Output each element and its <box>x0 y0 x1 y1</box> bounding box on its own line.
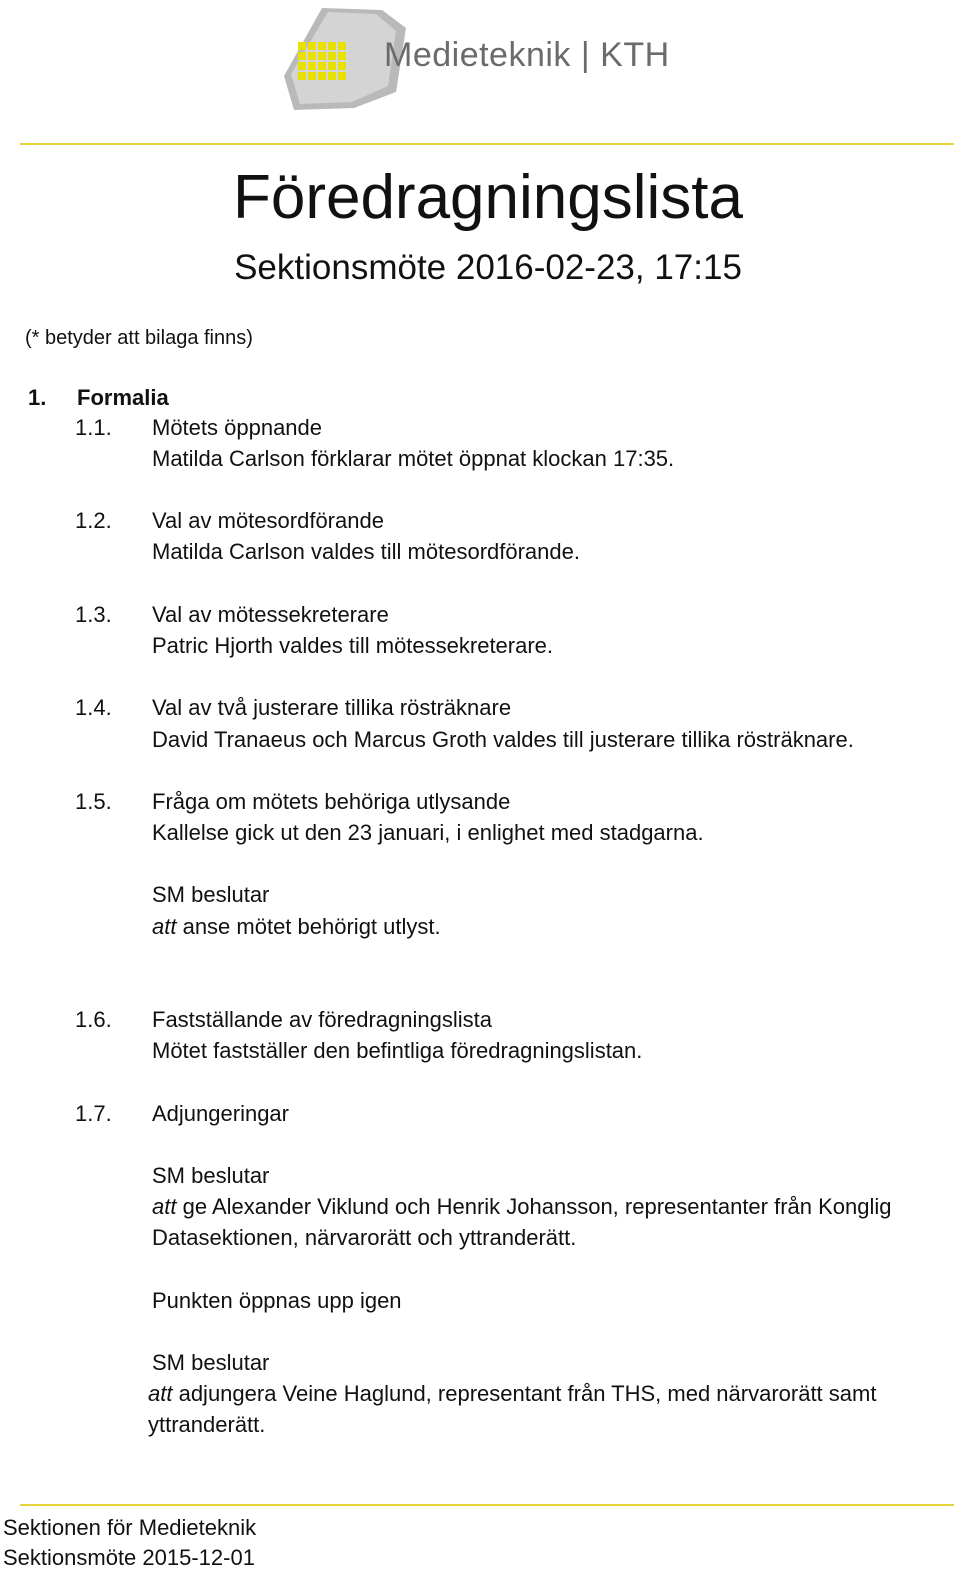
item-number: 1.4. <box>75 695 112 720</box>
decision-label: SM beslutar <box>152 1350 270 1375</box>
item-number: 1.3. <box>75 602 112 627</box>
decision-att: att <box>152 1194 177 1219</box>
section-title: Formalia <box>77 385 169 410</box>
page-title: Föredragningslista <box>232 163 744 232</box>
item-heading: Fråga om mötets behöriga utlysande <box>152 789 511 814</box>
item-number: 1.6. <box>75 1007 112 1032</box>
decision-label: SM beslutar <box>152 882 270 907</box>
decision-text-cont: Datasektionen, närvarorätt och yttranderätt. <box>152 1225 577 1250</box>
footer-rule <box>20 1504 954 1506</box>
decision-att: att <box>152 914 177 939</box>
item-text: David Tranaeus och Marcus Groth valdes till justerare tillika rösträknare. <box>152 727 854 752</box>
decision-text-cont: yttranderätt. <box>148 1412 266 1437</box>
item-number: 1.5. <box>75 789 112 814</box>
item-text: Kallelse gick ut den 23 januari, i enlighet med stadgarna. <box>152 820 704 845</box>
item-number: 1.2. <box>75 508 112 533</box>
item-text: Matilda Carlson valdes till mötesordförande. <box>152 539 580 564</box>
footer-meeting: Sektionsmöte 2015-12-01 <box>3 1545 255 1570</box>
item-number: 1.7. <box>75 1101 112 1126</box>
decision-text <box>152 1196 892 1218</box>
header-rule <box>20 143 954 145</box>
item-text: Mötet fastställer den befintliga föredragningslistan. <box>152 1038 643 1063</box>
item-heading: Val av mötesordförande <box>152 508 384 533</box>
decision-body: adjungera Veine Haglund, representant från THS, med närvarorätt samt <box>172 1381 877 1406</box>
page-subtitle: Sektionsmöte 2016-02-23, 17:15 <box>234 248 742 287</box>
decision-body: ge Alexander Viklund och Henrik Johansson, representanter från Konglig <box>176 1194 892 1219</box>
decision-text <box>148 1383 876 1405</box>
item-heading: Fastställande av föredragningslista <box>152 1007 492 1032</box>
item-heading: Val av mötessekreterare <box>152 602 389 627</box>
item-heading: Val av två justerare tillika rösträknare <box>152 695 512 720</box>
item-heading: Adjungeringar <box>152 1101 289 1126</box>
decision-label: SM beslutar <box>152 1163 270 1188</box>
attachment-note: (* betyder att bilaga finns) <box>25 327 253 349</box>
decision-body: anse mötet behörigt utlyst. <box>176 914 441 939</box>
footer-organization: Sektionen för Medieteknik <box>3 1515 257 1540</box>
item-text: Patric Hjorth valdes till mötessekreterare. <box>152 633 554 658</box>
decision-text <box>152 916 441 938</box>
item-number: 1.1. <box>75 415 112 440</box>
reopen-note: Punkten öppnas upp igen <box>152 1288 402 1313</box>
logo-text: Medieteknik | KTH <box>384 36 670 74</box>
item-text: Matilda Carlson förklarar mötet öppnat klockan 17:35. <box>152 446 675 471</box>
decision-att: att <box>148 1381 173 1406</box>
item-heading: Mötets öppnande <box>152 415 323 440</box>
section-number: 1. <box>28 385 47 410</box>
